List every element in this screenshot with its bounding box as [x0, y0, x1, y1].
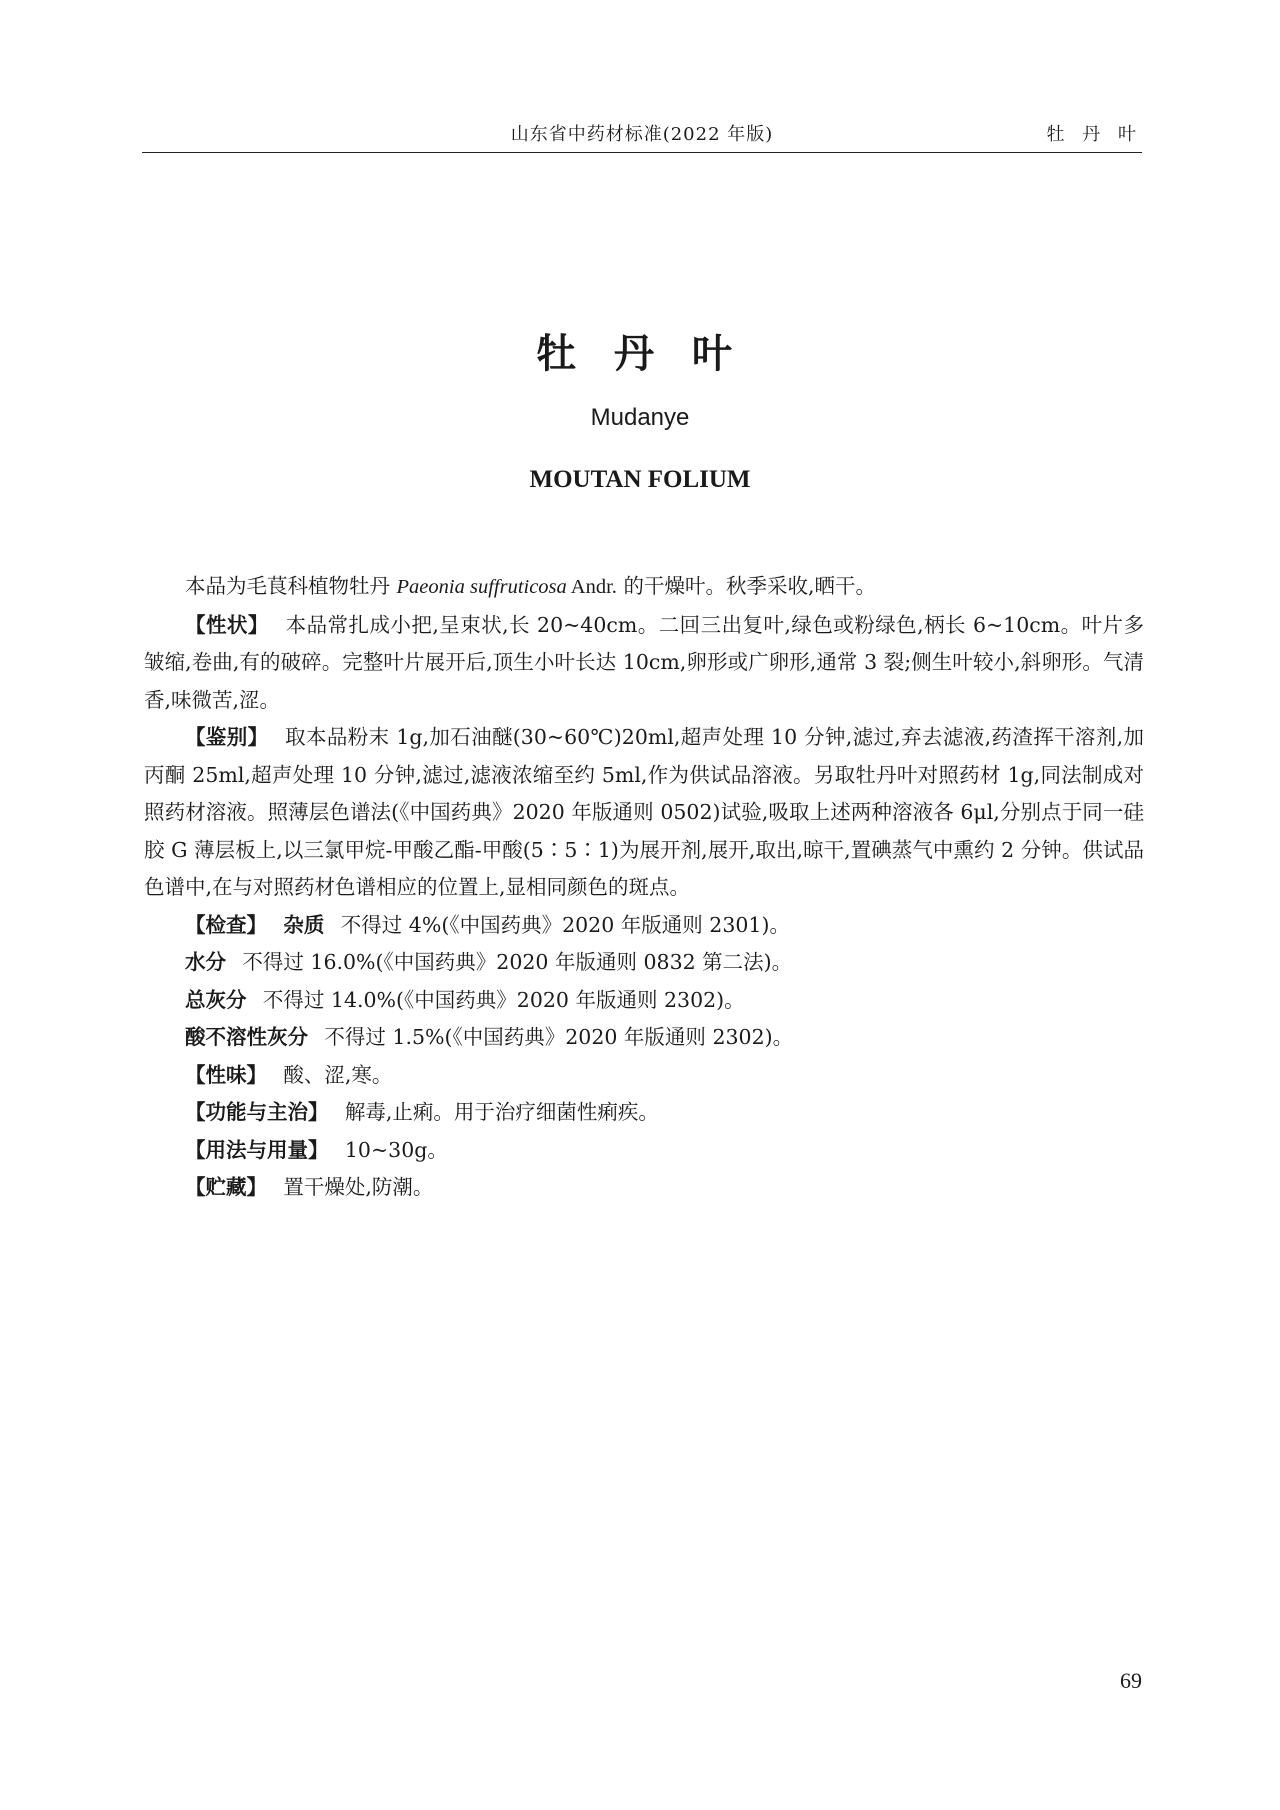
inspection-item-name: 酸不溶性灰分 [185, 1025, 308, 1049]
inspection-item-text: 不得过 1.5%(《中国药典》2020 年版通则 2302)。 [324, 1025, 794, 1049]
properties-text: 酸、涩,寒。 [283, 1062, 393, 1087]
inspection-section [144, 907, 1144, 945]
monograph-pinyin: Mudanye [590, 404, 690, 431]
inspection-item-text: 不得过 4%(《中国药典》2020 年版通则 2301)。 [340, 912, 790, 937]
header-book-title: 山东省中药材标准(2022 年版) [510, 124, 774, 145]
inspection-item-name: 总灰分 [185, 987, 247, 1012]
inspection-label: 【检查】 [185, 912, 267, 937]
monograph-body [144, 568, 1144, 1207]
inspection-item [144, 944, 1144, 982]
monograph-title: 牡 丹 叶 [536, 331, 744, 377]
functions-text: 解毒,止痢。用于治疗细菌性痢疾。 [344, 1100, 659, 1124]
properties-section [144, 1057, 1144, 1095]
species-latin-name: Paeonia suffruticosa [396, 576, 567, 598]
description-section [144, 607, 1144, 720]
intro-paragraph: 本品为毛茛科植物牡丹 Paeonia suffruticosa Andr. 的干燥叶。秋季采收,晒干。 [185, 574, 876, 598]
identification-text: 取本品粉末 1g,加石油醚(30~60℃)20ml,超声处理 10 分钟,滤过,弃去滤液,药渣挥干溶剂,加丙酮 25ml,超声处理 10 分钟,滤过,滤液浓缩至约 5ml,作为供试品溶液。另取牡丹叶对照药材 1g,同法制成对照药材溶液。照薄层色谱法(《中国药典》2020 年版通则 0502)试验,吸取上述两种溶液各 6μl,分别点于同一硅胶 G 薄层板上,以三氯甲烷-甲酸乙酯-甲酸(5∶5∶1)为展开剂,展开,取出,晾干,置碘蒸气中熏约 2 分钟。供试品色谱中,在与对照药材色谱相应的位置上,显相同颜色的斑点。 [144, 725, 1144, 899]
inspection-item-name: 水分 [185, 950, 226, 974]
storage-section [144, 1169, 1144, 1207]
header-section-name: 牡 丹 叶 [1046, 124, 1142, 145]
inspection-item-text: 不得过 16.0%(《中国药典》2020 年版通则 0832 第二法)。 [242, 950, 793, 974]
inspection-item-text: 不得过 14.0%(《中国药典》2020 年版通则 2302)。 [262, 987, 745, 1012]
usage-label: 【用法与用量】 [185, 1137, 329, 1162]
running-header [142, 108, 1142, 153]
storage-text: 置干燥处,防潮。 [283, 1175, 434, 1199]
functions-label: 【功能与主治】 [185, 1100, 329, 1124]
storage-label: 【贮藏】 [185, 1175, 267, 1199]
page-number: 69 [1120, 1668, 1142, 1693]
identification-label: 【鉴别】 [185, 725, 269, 749]
usage-section [144, 1132, 1144, 1170]
usage-text: 10~30g。 [344, 1137, 448, 1162]
description-text: 本品常扎成小把,呈束状,长 20~40cm。二回三出复叶,绿色或粉绿色,柄长 6~10cm。叶片多皱缩,卷曲,有的破碎。完整叶片展开后,顶生小叶长达 10cm,卵形或广卵形,通常 3 裂;侧生叶较小,斜卵形。气清香,味微苦,涩。 [144, 612, 1144, 712]
functions-section [144, 1094, 1144, 1132]
inspection-item [144, 982, 1144, 1020]
inspection-item [144, 1019, 1144, 1057]
identification-section [144, 719, 1144, 907]
monograph-latin-name: MOUTAN FOLIUM [529, 466, 751, 493]
properties-label: 【性味】 [185, 1062, 267, 1087]
inspection-item-name: 杂质 [283, 912, 325, 937]
description-label: 【性状】 [185, 612, 269, 637]
species-author: Andr. [566, 576, 617, 598]
